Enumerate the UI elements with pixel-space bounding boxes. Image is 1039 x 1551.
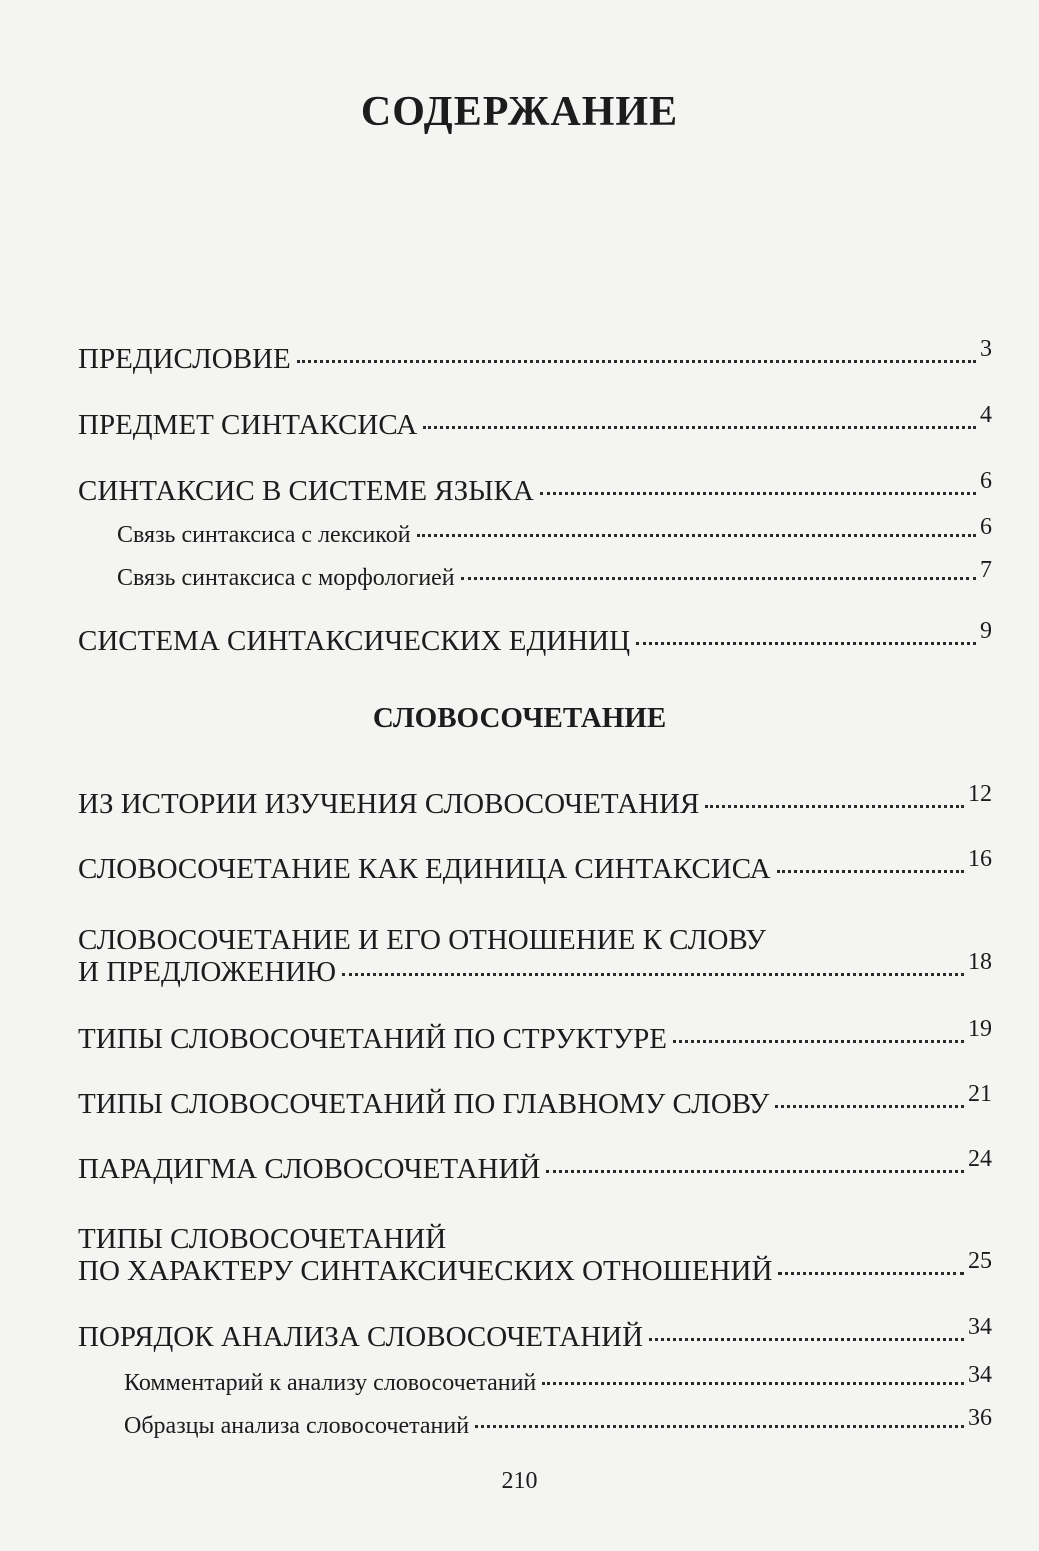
toc-page-number: 7 xyxy=(980,557,992,583)
dot-leader xyxy=(475,1425,964,1428)
dot-leader xyxy=(546,1170,964,1173)
toc-entry[interactable] xyxy=(78,1314,992,1353)
toc-entry-label: ПОРЯДОК АНАЛИЗА СЛОВОСОЧЕТАНИЙ xyxy=(78,1321,644,1353)
toc-entry[interactable] xyxy=(78,1146,992,1185)
dot-leader xyxy=(636,642,976,645)
toc-page-number: 3 xyxy=(980,336,992,362)
toc-page-number: 25 xyxy=(968,1248,992,1274)
toc-entry-label: Связь синтаксиса с морфологией xyxy=(117,565,455,591)
dot-leader xyxy=(542,1382,964,1385)
toc-page-number: 12 xyxy=(968,781,992,807)
toc-entry-label: И ПРЕДЛОЖЕНИЮ xyxy=(78,956,337,988)
toc-entry-label: Комментарий к анализу словосочетаний xyxy=(124,1370,537,1396)
toc-entry[interactable] xyxy=(78,618,992,657)
toc-entry-label: ПО ХАРАКТЕРУ СИНТАКСИЧЕСКИХ ОТНОШЕНИЙ xyxy=(78,1255,773,1287)
toc-entry-label: ИЗ ИСТОРИИ ИЗУЧЕНИЯ СЛОВОСОЧЕТАНИЯ xyxy=(78,788,700,820)
toc-page-number: 6 xyxy=(980,514,992,540)
page-title: СОДЕРЖАНИЕ xyxy=(360,89,679,135)
toc-entry[interactable] xyxy=(78,336,992,375)
toc-entry-label: ПРЕДИСЛОВИЕ xyxy=(78,343,291,375)
toc-page-number: 21 xyxy=(968,1081,992,1107)
toc-subentry[interactable] xyxy=(117,557,992,591)
toc-entry-label-line1: ТИПЫ СЛОВОСОЧЕТАНИЙ xyxy=(78,1223,447,1255)
toc-page-number: 36 xyxy=(968,1405,992,1431)
toc-page-number: 18 xyxy=(968,949,992,975)
toc-page-number: 6 xyxy=(980,468,992,494)
toc-entry[interactable] xyxy=(78,846,992,885)
toc-entry[interactable] xyxy=(78,1081,992,1120)
toc-entry-label: СИСТЕМА СИНТАКСИЧЕСКИХ ЕДИНИЦ xyxy=(78,625,631,657)
dot-leader xyxy=(673,1040,964,1043)
dot-leader xyxy=(649,1338,964,1341)
toc-entry[interactable] xyxy=(78,781,992,820)
toc-entry-label: ТИПЫ СЛОВОСОЧЕТАНИЙ ПО СТРУКТУРЕ xyxy=(78,1023,667,1055)
dot-leader xyxy=(540,492,976,495)
toc-entry[interactable] xyxy=(78,1223,992,1287)
dot-leader xyxy=(423,426,976,429)
toc-entry-label: СЛОВОСОЧЕТАНИЕ КАК ЕДИНИЦА СИНТАКСИСА xyxy=(78,853,771,885)
toc-entry-label: ТИПЫ СЛОВОСОЧЕТАНИЙ ПО ГЛАВНОМУ СЛОВУ xyxy=(78,1088,770,1120)
toc-page-number: 19 xyxy=(968,1016,992,1042)
toc-entry-label: ПАРАДИГМА СЛОВОСОЧЕТАНИЙ xyxy=(78,1153,541,1185)
toc-entry[interactable] xyxy=(78,1016,992,1055)
dot-leader xyxy=(297,360,976,363)
toc-entry[interactable] xyxy=(78,468,992,507)
toc-page-number: 16 xyxy=(968,846,992,872)
toc-entry[interactable] xyxy=(78,402,992,441)
dot-leader xyxy=(461,577,976,580)
toc-page-number: 34 xyxy=(968,1362,992,1388)
toc-entry-label: Связь синтаксиса с лексикой xyxy=(117,522,411,548)
toc-page-number: 24 xyxy=(968,1146,992,1172)
section-title: СЛОВОСОЧЕТАНИЕ xyxy=(372,702,667,734)
toc-entry-label: Образцы анализа словосочетаний xyxy=(124,1413,470,1439)
dot-leader xyxy=(705,805,964,808)
dot-leader xyxy=(775,1105,964,1108)
dot-leader xyxy=(342,973,964,976)
toc-subentry[interactable] xyxy=(117,514,992,548)
toc-entry-label: ПРЕДМЕТ СИНТАКСИСА xyxy=(78,409,418,441)
toc-entry[interactable] xyxy=(78,924,992,988)
page-number: 210 xyxy=(501,1468,538,1494)
toc-page-number: 9 xyxy=(980,618,992,644)
dot-leader xyxy=(417,534,976,537)
toc-page-number: 34 xyxy=(968,1314,992,1340)
dot-leader xyxy=(777,870,964,873)
toc-entry-label: СИНТАКСИС В СИСТЕМЕ ЯЗЫКА xyxy=(78,475,534,507)
toc-entry-label-line1: СЛОВОСОЧЕТАНИЕ И ЕГО ОТНОШЕНИЕ К СЛОВУ xyxy=(78,924,766,956)
toc-subentry[interactable] xyxy=(124,1405,992,1439)
toc-subentry[interactable] xyxy=(124,1362,992,1396)
dot-leader xyxy=(778,1272,964,1275)
toc-page-number: 4 xyxy=(980,402,992,428)
